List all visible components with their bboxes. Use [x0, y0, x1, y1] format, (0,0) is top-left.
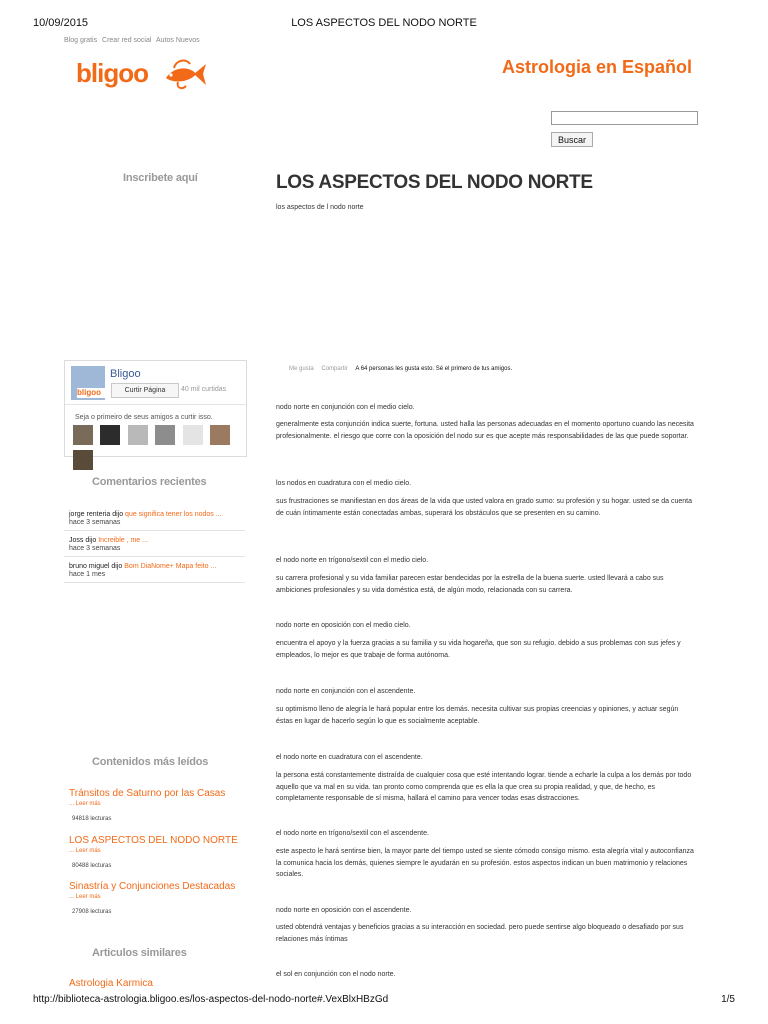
- read-count: 80488 lecturas: [72, 863, 112, 869]
- avatar-logo-text: bligoo: [77, 388, 105, 398]
- recent-comments-heading: Comentarios recientes: [92, 476, 207, 488]
- avatar[interactable]: [73, 425, 93, 445]
- article-paragraph: generalmente esta conjunción indica suerte, fortuna. usted halla las personas adecuadas en el momento oportuno cuando las necesita profesionalmente. el riesgo que corre con la oposición del nodo sur es que acepte más responsabilidades de las que puede soportar.: [276, 421, 694, 440]
- similar-article-link[interactable]: Astrologia Karmica: [69, 978, 153, 989]
- section-heading: nodo norte en oposición con el ascendente.: [276, 907, 412, 914]
- read-more-link[interactable]: ... Leer más: [69, 801, 101, 807]
- comment-time: hace 1 mes: [69, 571, 106, 578]
- avatar[interactable]: [128, 425, 148, 445]
- section-heading: el nodo norte en trígono/sextil con el ascendente.: [276, 830, 429, 837]
- comment-link[interactable]: Increible , me ...: [98, 537, 148, 544]
- comment-author: Joss dijo: [69, 537, 97, 544]
- comment-link[interactable]: que significa tener los nodos ...: [125, 511, 222, 518]
- section-heading: el sol en conjunción con el nodo norte.: [276, 971, 396, 978]
- facebook-page-name[interactable]: Bligoo: [110, 368, 141, 380]
- divider: [64, 556, 245, 557]
- comment-author: jorge renteria dijo: [69, 511, 124, 518]
- most-read-heading: Contenidos más leídos: [92, 756, 209, 768]
- article-paragraph: su carrera profesional y su vida familiar parecen estar bendecidas por la estrella de la buena suerte. usted llevará a cabo sus ambiciones profesionales y su vida doméstica está, de algún modo, relacionada con su carrera.: [276, 575, 664, 594]
- article-paragraph: su optimismo lleno de alegría le hará popular entre los demás. necesita cultivar sus propias creencias y opiniones, y actuar según éstas en lugar de hacerlo según lo que es socialmente aceptable.: [276, 706, 679, 725]
- section-heading: los nodos en cuadratura con el medio cielo.: [276, 480, 412, 487]
- article-paragraph: este aspecto le hará sentirse bien, la mayor parte del tiempo usted se siente cómodo consigo mismo. esta alegría vital y autoconfianza la comunica hacia los demás, quienes siempre le ayudarán en su profesión. estos aspectos indican un buen matrimonio y relaciones sociales.: [276, 848, 694, 878]
- facebook-like-button[interactable]: Curtir Página: [111, 383, 179, 398]
- bligoo-logo[interactable]: [76, 56, 208, 96]
- divider: [64, 582, 245, 583]
- most-read-link[interactable]: LOS ASPECTOS DEL NODO NORTE: [69, 835, 238, 846]
- social-like-bar: [289, 366, 512, 372]
- fish-logo-icon: [160, 58, 208, 92]
- share-button[interactable]: Compartir: [321, 366, 348, 372]
- article-paragraph: sus frustraciones se manifiestan en dos áreas de la vida que usted valora en grado sumo: su profesión y su hogar. usted se da cuenta de cuán íntimamente están conectadas ambas, superará los obstáculos que se presenten en su camino.: [276, 498, 692, 517]
- print-url: http://biblioteca-astrologia.bligoo.es/los-aspectos-del-nodo-norte#.VexBlxHBzGd: [33, 994, 389, 1005]
- article-paragraph: encuentra el apoyo y la fuerza gracias a su familia y su vida hogareña, que son su refugio. debido a sus problemas con sus jefes y empleados, lo mejor es que trabaje de forma autónoma.: [276, 640, 681, 659]
- read-more-link[interactable]: ... Leer más: [69, 848, 101, 854]
- most-read-link[interactable]: Sinastría y Conjunciones Destacadas: [69, 881, 236, 892]
- section-heading: el nodo norte en trígono/sextil con el medio cielo.: [276, 557, 429, 564]
- site-title[interactable]: Astrologia en Español: [501, 57, 692, 77]
- like-count-text: A 64 personas les gusta esto. Sé el primero de tus amigos.: [355, 366, 513, 372]
- facebook-friends-text: Seja o primeiro de seus amigos a curtir isso.: [75, 414, 213, 421]
- article-paragraph: la persona está constantemente distraída de cualquier cosa que esté intentando lograr. tiende a echarle la culpa a los demás por todo aquello que va mal en su vida. tan pronto como comprenda que es ella la que crea su propia realidad, y que, de hecho, es completamente responsable de sí misma, hallará el camino para vencer todas esas distracciones.: [276, 772, 692, 802]
- divider: [65, 404, 246, 405]
- article-intro: los aspectos de l nodo norte: [276, 204, 364, 211]
- facebook-like-count: 40 mil curtidas: [181, 386, 227, 393]
- facebook-page-avatar: [71, 366, 105, 400]
- section-heading: nodo norte en conjunción con el ascendente.: [276, 688, 416, 695]
- list-item: [69, 537, 148, 544]
- print-page-number: 1/5: [721, 994, 735, 1005]
- read-more-link[interactable]: ... Leer más: [69, 894, 101, 900]
- list-item: [69, 563, 216, 570]
- logo-text: bligoo: [76, 58, 148, 88]
- comment-time: hace 3 semanas: [69, 545, 121, 552]
- comment-time: hace 3 semanas: [69, 519, 121, 526]
- most-read-link[interactable]: Tránsitos de Saturno por las Casas: [69, 788, 226, 799]
- top-links: [64, 37, 203, 44]
- avatar[interactable]: [183, 425, 203, 445]
- toplink-social[interactable]: Crear red social: [102, 37, 152, 44]
- page-title: LOS ASPECTOS DEL NODO NORTE: [276, 172, 593, 193]
- print-date: 10/09/2015: [33, 17, 89, 29]
- section-heading: nodo norte en conjunción con el medio cielo.: [276, 404, 415, 411]
- comment-link[interactable]: Bom DiaNome+ Mapa feito ...: [124, 563, 217, 570]
- avatar[interactable]: [155, 425, 175, 445]
- facebook-faces: [73, 425, 246, 447]
- article-paragraph: usted obtendrá ventajas y beneficios gracias a su interacción en sociedad. pero puede sentirse algo bloqueado o desafiado por sus relaciones más íntimas: [276, 924, 684, 943]
- divider: [64, 530, 245, 531]
- toplink-blog[interactable]: Blog gratis: [64, 37, 98, 44]
- read-count: 94818 lecturas: [72, 816, 112, 822]
- search-input[interactable]: [551, 111, 698, 125]
- section-heading: el nodo norte en cuadratura con el ascendente.: [276, 754, 423, 761]
- avatar[interactable]: [100, 425, 120, 445]
- subscribe-heading: Inscribete aquí: [123, 172, 198, 184]
- list-item: [69, 511, 222, 518]
- search-button[interactable]: Buscar: [551, 132, 593, 147]
- print-title: LOS ASPECTOS DEL NODO NORTE: [291, 17, 477, 29]
- similar-articles-heading: Articulos similares: [92, 947, 187, 959]
- avatar[interactable]: [73, 450, 93, 470]
- section-heading: nodo norte en oposición con el medio cielo.: [276, 622, 411, 629]
- avatar[interactable]: [210, 425, 230, 445]
- toplink-autos[interactable]: Autos Nuevos: [156, 37, 200, 44]
- read-count: 27908 lecturas: [72, 909, 112, 915]
- comment-author: bruno miguel dijo: [69, 563, 123, 570]
- facebook-like-box: [64, 360, 247, 457]
- like-button[interactable]: Me gusta: [289, 366, 314, 372]
